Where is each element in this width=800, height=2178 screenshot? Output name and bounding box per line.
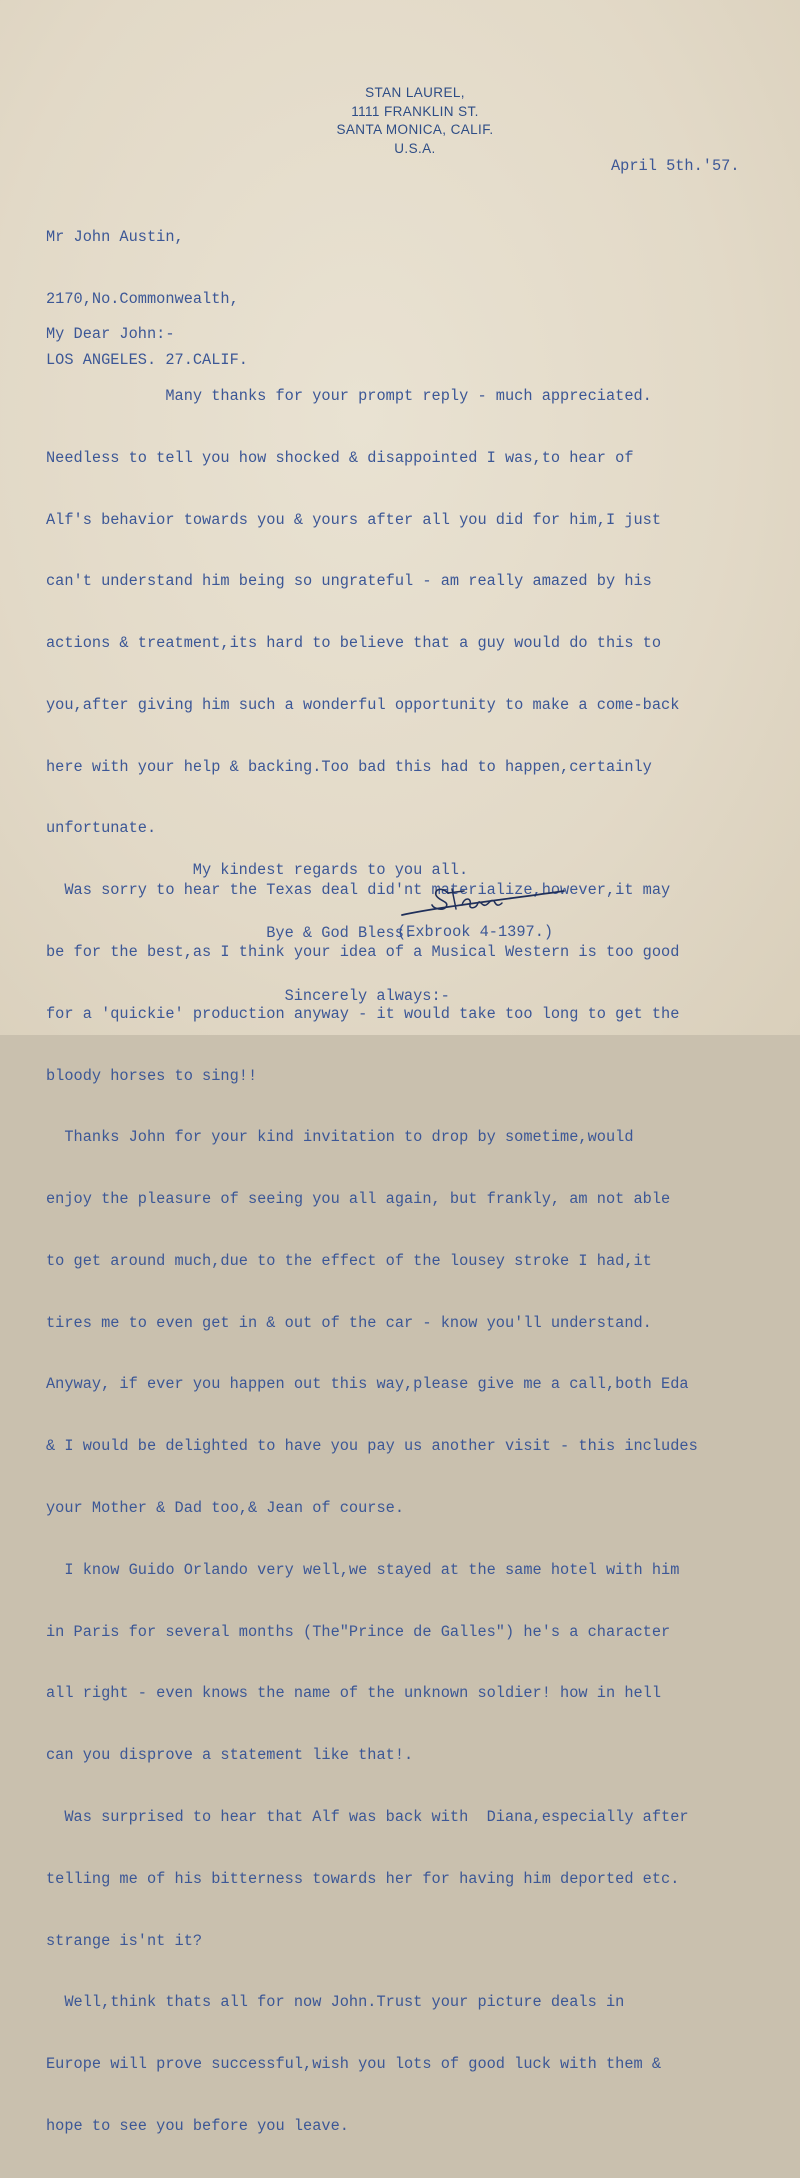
body-line: all right - even knows the name of the unknown soldier! how in hell [46, 1684, 662, 1703]
body-line: & I would be delighted to have you pay us another visit - this includes [46, 1437, 698, 1456]
closing-line: Bye & God Bless. [0, 924, 414, 942]
body-line: Alf's behavior towards you & yours after all you did for him,I just [46, 510, 662, 529]
signature [398, 875, 568, 925]
recipient-city: LOS ANGELES. 27.CALIF. [46, 351, 248, 369]
body-line: Was sorry to hear the Texas deal did'nt materialize,however,it may [46, 881, 671, 900]
body-line: for a 'quickie' production anyway - it would take too long to get the [46, 1004, 680, 1023]
letterhead-city: SANTA MONICA, CALIF. [336, 122, 494, 137]
letter-body [46, 283, 698, 2178]
body-line: bloody horses to sing!! [46, 1066, 258, 1085]
body-line: enjoy the pleasure of seeing you all again, but frankly, am not able [46, 1190, 671, 1209]
letterhead-street: 1111 FRANKLIN ST. [351, 103, 479, 119]
body-line: Thanks John for your kind invitation to drop by sometime,would [46, 1128, 634, 1147]
recipient-street: 2170,No.Commonwealth, [46, 289, 239, 308]
body-line: can you disprove a statement like that!. [46, 1746, 414, 1765]
body-line: be for the best,as I think your idea of a Musical Western is too good [46, 943, 680, 961]
body-line: can't understand him being so ungrateful - am really amazed by his [46, 572, 652, 591]
body-line: actions & treatment,its hard to believe that a guy would do this to [46, 634, 662, 653]
body-line: Europe will prove successful,wish you lots of good luck with them & [46, 2055, 662, 2074]
closing-line: My kindest regards to you all. [0, 861, 469, 879]
letter-date: April 5th.'57. [611, 157, 740, 175]
body-line: in Paris for several months (The"Prince de Galles") he's a character [46, 1622, 671, 1641]
body-line: your Mother & Dad too,& Jean of course. [46, 1499, 405, 1518]
body-line: Many thanks for your prompt reply - much appreciated. [46, 386, 652, 405]
phone-number: (Exbrook 4-1397.) [397, 923, 554, 941]
letterhead [300, 84, 530, 158]
letterhead-country: U.S.A. [394, 140, 436, 156]
body-line: I know Guido Orlando very well,we stayed at the same hotel with him [46, 1560, 680, 1579]
body-line: strange is'nt it? [46, 1931, 203, 1950]
body-line: tires me to even get in & out of the car - know you'll understand. [46, 1313, 652, 1332]
body-line: Was surprised to hear that Alf was back with Diana,especially after [46, 1807, 689, 1826]
salutation: My Dear John:- [46, 325, 175, 344]
body-line: here with your help & backing.Too bad this had to happen,certainly [46, 757, 652, 776]
closing-line: Sincerely always:- [0, 987, 450, 1005]
body-line: Needless to tell you how shocked & disappointed I was,to hear of [46, 448, 634, 467]
body-line: unfortunate. [46, 819, 157, 838]
body-line: Anyway, if ever you happen out this way,please give me a call,both Eda [46, 1375, 689, 1394]
letterhead-name: STAN LAUREL, [365, 85, 465, 100]
body-line: you,after giving him such a wonderful opportunity to make a come-back [46, 695, 680, 714]
body-line: telling me of his bitterness towards her for having him deported etc. [46, 1869, 680, 1888]
body-line: hope to see you before you leave. [46, 2116, 349, 2135]
body-line: to get around much,due to the effect of the lousey stroke I had,it [46, 1251, 652, 1270]
recipient-name: Mr John Austin, [46, 228, 184, 246]
body-line: Well,think thats all for now John.Trust your picture deals in [46, 1993, 625, 2012]
